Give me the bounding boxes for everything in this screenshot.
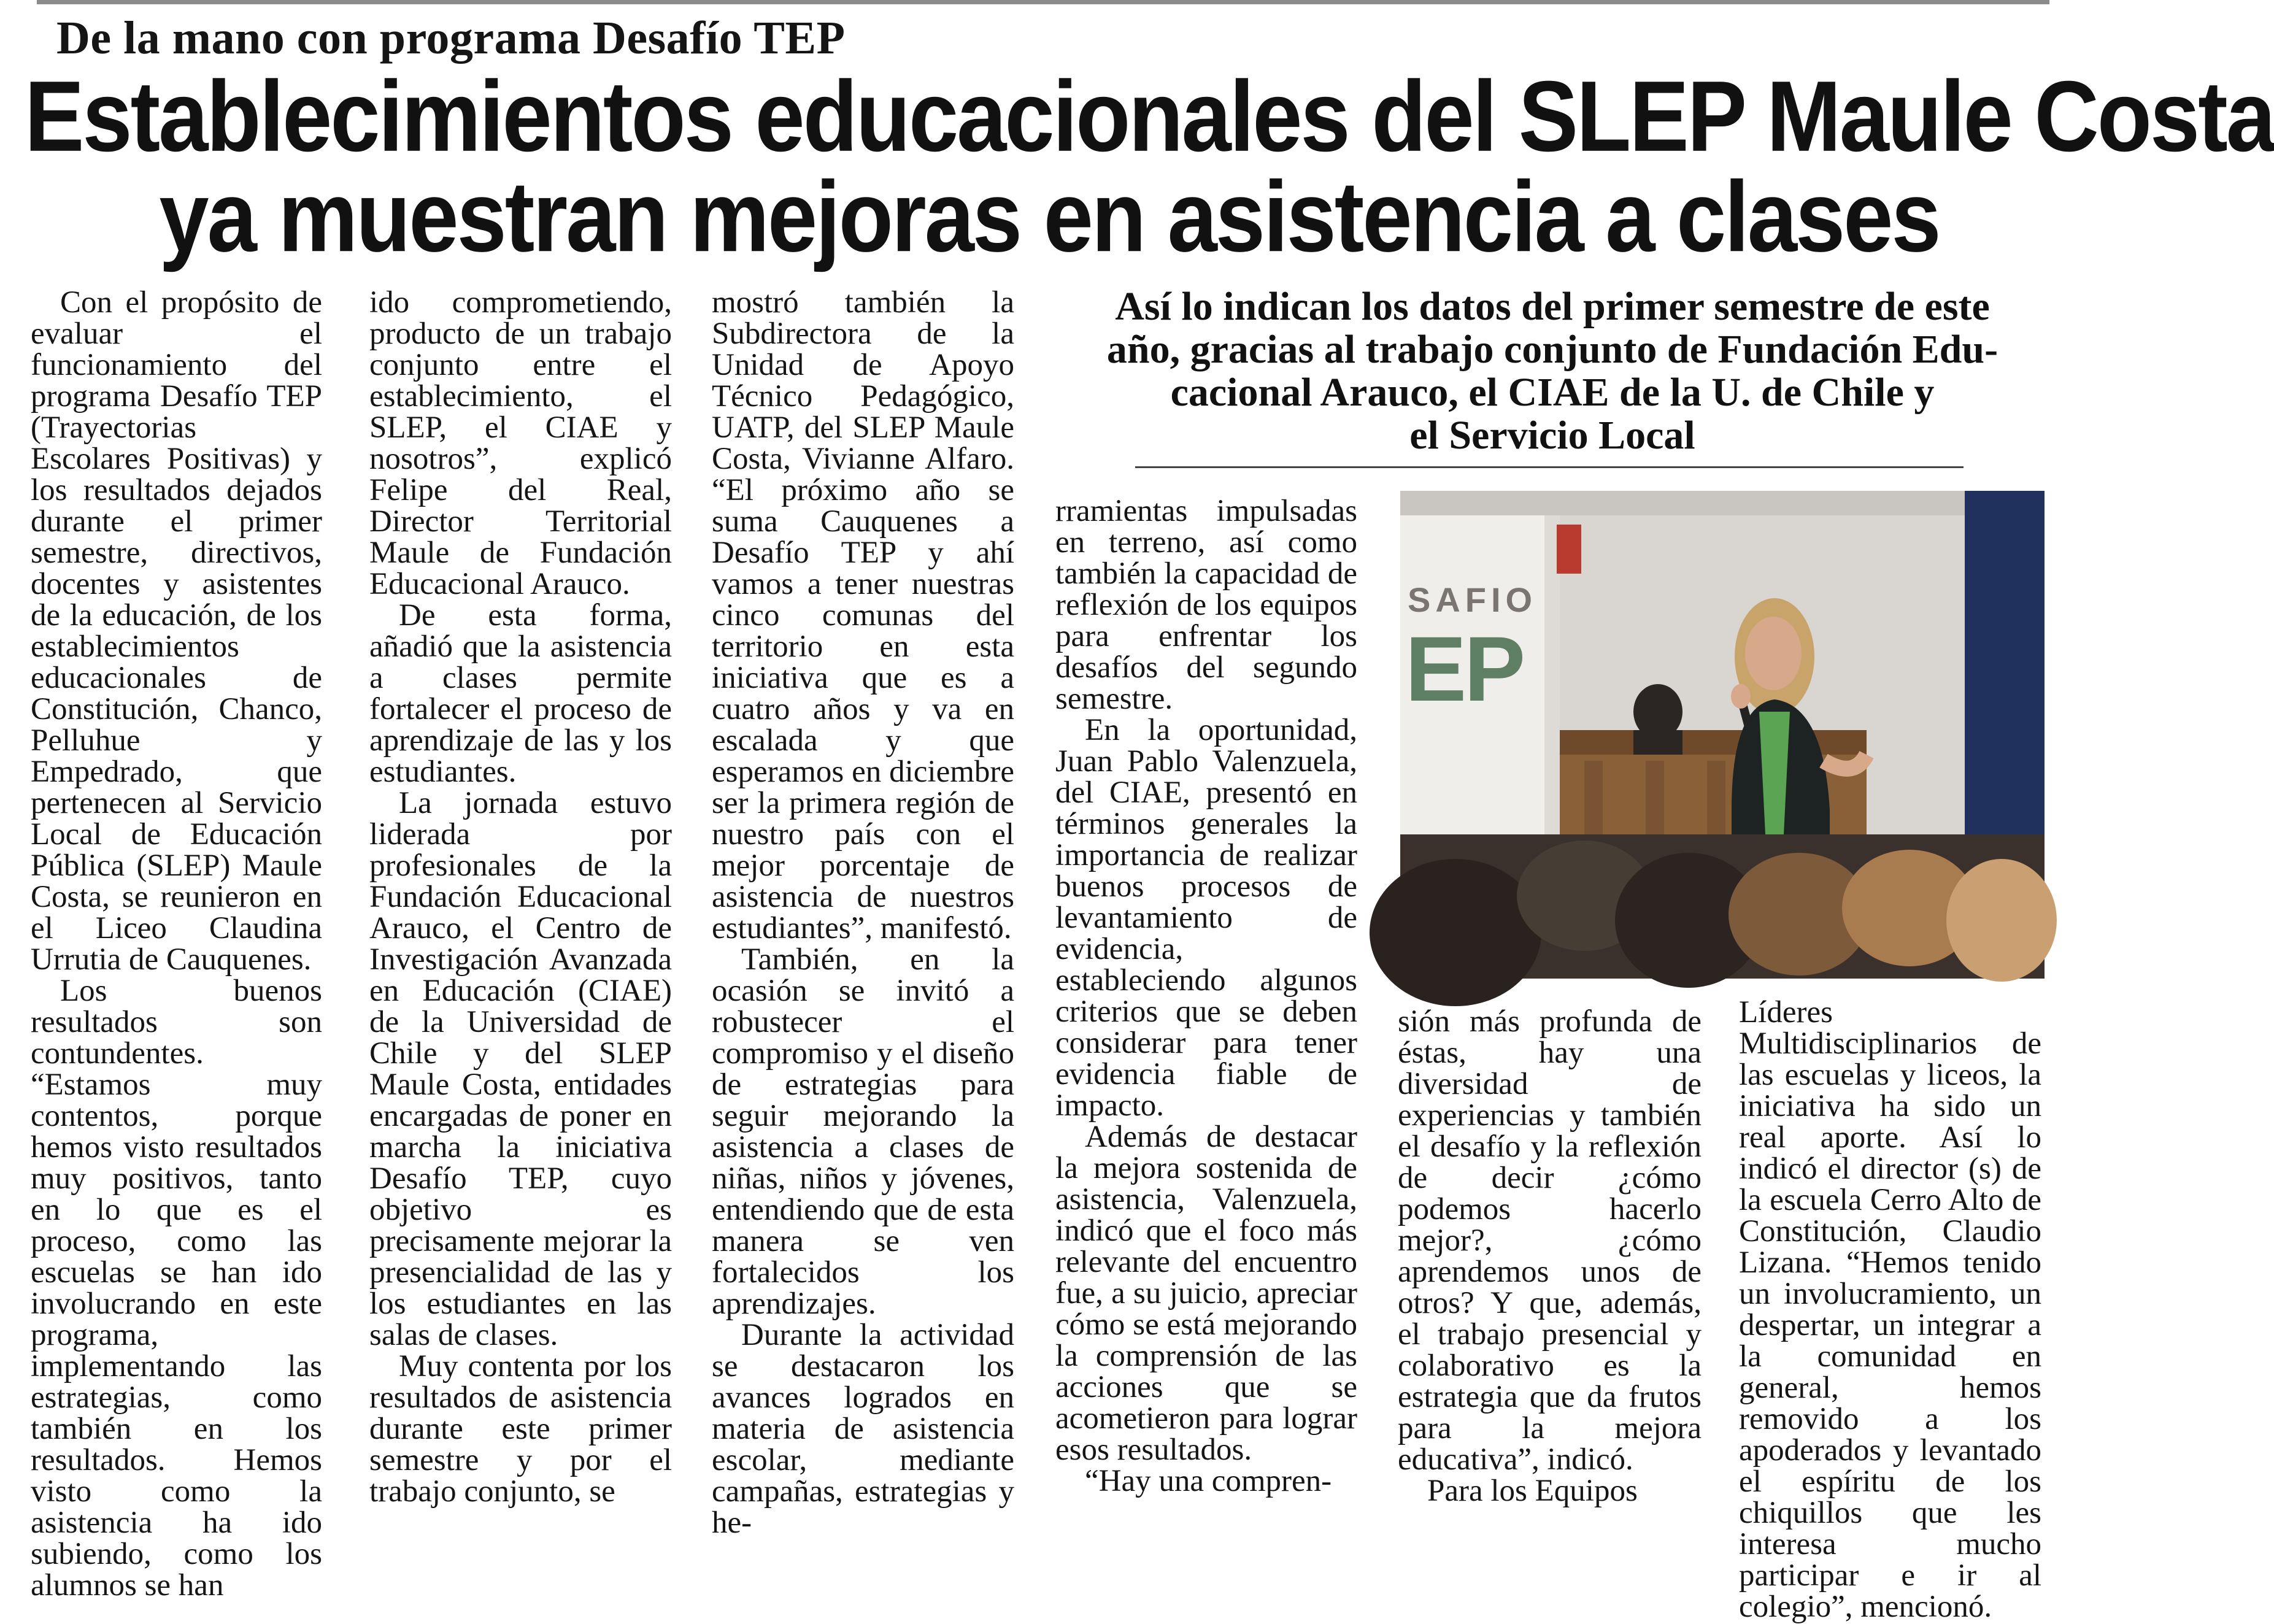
kicker: De la mano con programa Desafío TEP bbox=[56, 12, 846, 64]
paragraph: De esta forma, añadió que la asistencia a clases permite fortalecer el proceso de aprendizaje de las y los estudiantes. bbox=[369, 598, 672, 789]
deck-line-3: cacional Arauco, el CIAE de la U. de Chile y bbox=[1170, 370, 1935, 415]
article-column-3 bbox=[712, 285, 1014, 1540]
banner-text-upper: SAFIO bbox=[1408, 580, 1538, 619]
article-column-1 bbox=[31, 285, 322, 1603]
article-column-6 bbox=[1739, 995, 2041, 1624]
article-column-2 bbox=[369, 285, 672, 1509]
headline-line-2: ya muestran mejoras en asistencia a clases bbox=[159, 160, 1940, 272]
headline-line-1: Establecimientos educacionales del SLEP Maule Costa bbox=[25, 60, 2274, 172]
paragraph: sión más profunda de éstas, hay una diversidad de experiencias y también el desafío y la reflexión de decir ¿cómo podemos hacerlo mejor?, ¿cómo aprendemos unos de otros? Y que, además, el trabajo presencial y colaborativo es la estrategia que da frutos para la mejora educativa”, indicó. bbox=[1398, 1004, 1702, 1477]
paragraph: La jornada estuvo liderada por profesionales de la Fundación Educacional Arauco, el Centro de Investigación Avanzada en Educación (CIAE) de la Universidad de Chile y del SLEP Maule Costa, entidades encargadas de poner en marcha la iniciativa Desafío TEP, cuyo objetivo es precisamente mejorar la presencialidad de las y los estudiantes en las salas de clases. bbox=[369, 786, 672, 1352]
paragraph: ido comprometiendo, producto de un trabajo conjunto entre el establecimiento, el SLEP, el CIAE y nosotros”, explicó Felipe del Real, Director Territorial Maule de Fundación Educacional Arauco. bbox=[369, 285, 672, 601]
article-photo bbox=[1400, 491, 2045, 979]
deck-line-1: Así lo indican los datos del primer semestre de este bbox=[1115, 284, 1990, 329]
paragraph: Los buenos resultados son contundentes. “Estamos muy contentos, porque hemos visto resultados muy positivos, tanto en lo que es el proceso, como las escuelas se han ido involucrando en este programa, implementando las estrategias, como también en los resultados. Hemos visto como la asistencia ha ido subiendo, como los alumnos se han bbox=[31, 974, 322, 1603]
deck-line-4: el Servicio Local bbox=[1409, 413, 1695, 458]
paragraph: También, en la ocasión se invitó a robustecer el compromiso y el diseño de estrategias para seguir mejorando la asistencia a clases de niñas, niños y jóvenes, entendiendo que de esta manera se ven fortalecidos los aprendizajes. bbox=[712, 942, 1014, 1321]
banner-text-logo: EP bbox=[1405, 617, 1524, 720]
article-column-5 bbox=[1398, 1006, 1702, 1509]
article-column-4 bbox=[1055, 496, 1357, 1508]
paragraph: Para los Equipos bbox=[1427, 1474, 1638, 1508]
paragraph: En la oportunidad, Juan Pablo Valenzuela, del CIAE, presentó en términos generales la importancia de realizar buenos procesos de levantamiento de evidencia, estableciendo algunos criterios que se deben considerar para tener evidencia fiable de impacto. bbox=[1055, 713, 1357, 1123]
paragraph: Además de destacar la mejora sostenida de asistencia, Valenzuela, indicó que el foco más relevante del encuentro fue, a su juicio, apreciar cómo se está mejorando la comprensión de las acciones que se acometieron para lograr esos resultados. bbox=[1055, 1120, 1357, 1467]
paragraph: “Hay una compren- bbox=[1085, 1464, 1332, 1498]
deck-rule bbox=[1135, 466, 1964, 468]
top-rule bbox=[37, 0, 2049, 4]
speaker-photo-illustration bbox=[1400, 491, 2045, 979]
paragraph: rramientas impulsadas en terreno, así como también la capacidad de reflexión de los equipos para enfrentar los desafíos del segundo semestre. bbox=[1055, 494, 1357, 716]
headline bbox=[25, 60, 2274, 272]
paragraph: Con el propósito de evaluar el funcionamiento del programa Desafío TEP (Trayectorias Escolares Positivas) y los resultados dejados durante el primer semestre, directivos, docentes y asistentes de la educación, de los establecimientos educacionales de Constitución, Chanco, Pelluhue y Empedrado, que pertenecen al Servicio Local de Educación Pública (SLEP) Maule Costa, se reunieron en el Liceo Claudina Urrutia de Cauquenes. bbox=[31, 285, 322, 977]
paragraph: Durante la actividad se destacaron los avances logrados en materia de asistencia escolar, mediante campañas, estrategias y he- bbox=[712, 1318, 1014, 1540]
paragraph: Muy contenta por los resultados de asistencia durante este primer semestre y por el trabajo conjunto, se bbox=[369, 1349, 672, 1509]
deck-line-2: año, gracias al trabajo conjunto de Fundación Edu- bbox=[1106, 327, 1998, 372]
paragraph: mostró también la Subdirectora de la Unidad de Apoyo Técnico Pedagógico, UATP, del SLEP Maule Costa, Vivianne Alfaro. “El próximo año se suma Cauquenes a Desafío TEP y ahí vamos a tener nuestras cinco comunas del territorio en esta iniciativa que es a cuatro años y va en escalada y que esperamos en diciembre ser la primera región de nuestro país con el mejor porcentaje de asistencia de nuestros estudiantes”, manifestó. bbox=[712, 285, 1014, 945]
paragraph: Líderes Multidisciplinarios de las escuelas y liceos, la iniciativa ha sido un real aporte. Así lo indicó el director (s) de la escuela Cerro Alto de Constitución, Claudio Lizana. “Hemos tenido un involucramiento, un despertar, un integrar a la comunidad en general, hemos removido a los apoderados y levantado el espíritu de los chiquillos que les interesa mucho participar e ir al colegio”, mencionó. bbox=[1739, 995, 2041, 1624]
deck-subheadline bbox=[1062, 285, 2043, 457]
